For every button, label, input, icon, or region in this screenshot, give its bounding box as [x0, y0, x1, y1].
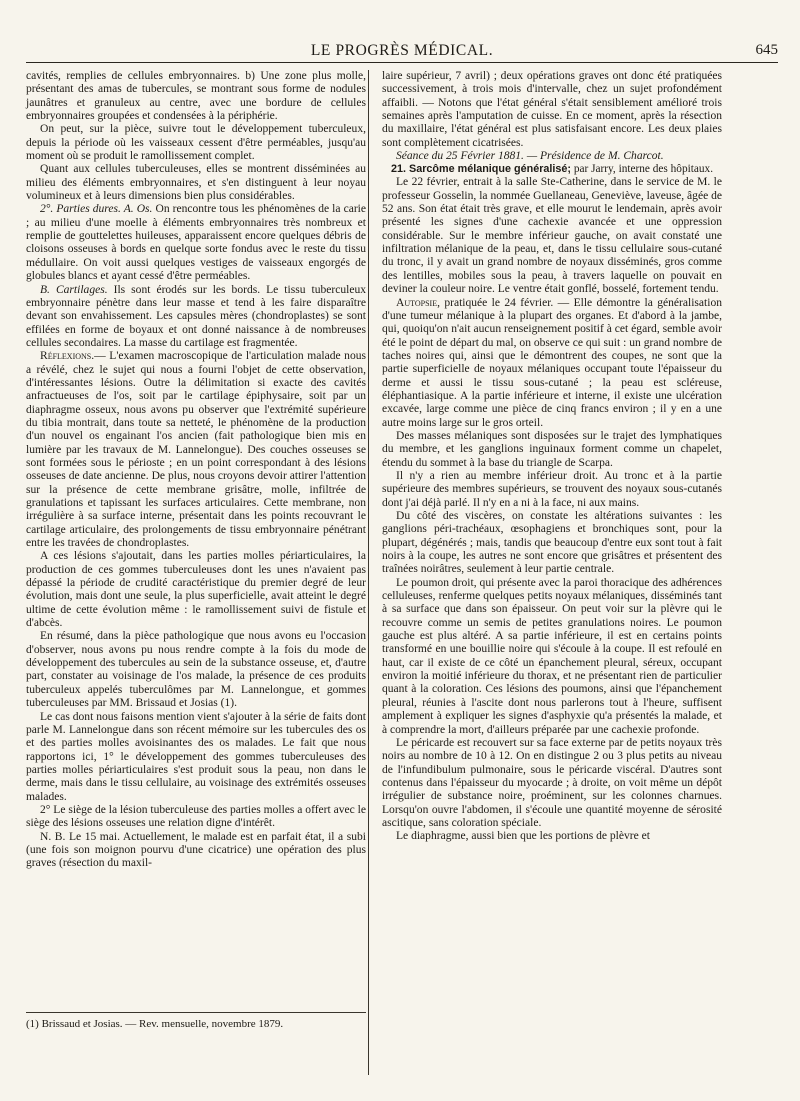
footnote-rule — [26, 1012, 366, 1013]
paragraph: Le cas dont nous faisons mention vient s'ajouter à la série de faits dont parle M. Lannelongue dans son récent mémoire sur les tubercules des os et des parties molles avoisinantes des os malades. Le fait que nous rapportons ici, 1° le développement des gommes tuberculeuses des parties molles périarticulaires s'est produit sous la peau, non dans le derme, mais dans le tissu cellulaire, au voisinage des extrémités osseuses malades. — [26, 710, 366, 803]
observation-author: par Jarry, interne des hôpitaux. — [571, 163, 714, 176]
paragraph: En résumé, dans la pièce pathologique que nous avons eu l'occasion d'observer, nous avons pu nous rendre compte à la fois du mode de développement des tubercules au sein de la substance osseuse, et, d'autre part, constater au voisinage de l'os malade, la présence de ces produits tuberculeux appelés tuberculômes par M. Lannelongue, et gommes tuberculeuses par MM. Brissaud et Josias (1). — [26, 630, 366, 710]
footnote: (1) Brissaud et Josias. — Rev. mensuelle, novembre 1879. — [26, 1018, 284, 1030]
session-heading — [382, 150, 722, 163]
observation-title-bold: 21. Sarcôme mélanique généralisé; — [390, 163, 572, 176]
running-title: LE PROGRÈS MÉDICAL. — [310, 42, 494, 59]
column-divider — [368, 70, 369, 1075]
paragraph-text: Ils sont érodés sur les bords. Le tissu tuberculeux embryonnaire pénètre dans leur masse et tend à les faire disparaître devant son envahissement. Les capsules mères (chondroplastes) se sont effilées en forme de boyaux et ont donné naissance à de nombreuses cellules secondaires. La masse du cartilage est fragmentée. — [26, 283, 366, 349]
section-lead: B. Cartilages. — [40, 283, 108, 296]
observation-title — [382, 163, 722, 176]
section-lead: Réflexions. — [40, 350, 95, 363]
paragraph: Des masses mélaniques sont disposées sur le trajet des lymphatiques du membre, et les ganglions inguinaux forment comme un chapelet, étendu du sommet à la base du triangle de Scarpa. — [382, 429, 722, 469]
paragraph: Il n'y a rien au membre inférieur droit. Au tronc et à la partie supérieure des membres supérieurs, se trouvent des noyaux sous-cutanés dont j'ai déjà parlé. Il n'y en a ni à la face, ni aux mains. — [382, 469, 722, 509]
paragraph — [382, 297, 722, 430]
paragraph — [26, 350, 366, 550]
paragraph: Le péricarde est recouvert sur sa face externe par de petits noyaux très noirs au nombre de 10 à 12. On en distingue 2 ou 3 plus petits au niveau de l'infundibulum pulmonaire, sous le péricarde viscéral. D'autres sont contenus dans l'épaisseur du myocarde ; à droite, on voit même un dépôt irrégulier de substance noire, proéminent, sur les colonnes charnues. Lorsqu'on ouvre l'abdomen, il s'écoule une quantité moyenne de sérosité ascitique, sans coloration spéciale. — [382, 736, 722, 829]
paragraph-text: pratiquée le 24 février. — Elle démontre la généralisation d'une tumeur mélanique à la plupart des organes. Et d'abord à la jambe, qui, quoiqu'on n'ait aucun renseignement positif à cet égard, semble avoir été le point de départ du mal, on observe ce qui suit : un grand nombre de taches noires qui, ainsi que le démontrent des coupes, ne sont que la partie superficielle de noyaux mélaniques occupant toute l'épaisseur du derme et aussi le tissu sous-cutané ; la peau est scléreuse, éléphantiasique. A la partie inférieure et interne, il existe une ulcération excavée, large comme une pièce de cinq francs environ ; il y en a une autre moins large sur le gros orteil. — [382, 296, 722, 429]
paragraph: Le 22 février, entrait à la salle Ste-Catherine, dans le service de M. le professeur Gosselin, la nommée Guellaneau, Geneviève, laveuse, âgée de 52 ans. Son état était très grave, et elle mourut le lendemain, après avoir présenté les signes d'une cachexie avancée et une oppression considérable. Sur le membre inférieur gauche, on avait constaté une infiltration mélanique de la peau, et, dans le tissu cellulaire sous-cutané du tronc, il y avait un grand nombre de noyaux disséminés, gros comme des lentilles, mobiles sous la peau, à travers laquelle on pouvait en deviner la couleur noire. Le ventre était gonflé, bosselé, fortement tendu. — [382, 176, 722, 296]
paragraph — [26, 284, 366, 351]
paragraph: Le poumon droit, qui présente avec la paroi thoracique des adhérences celluleuses, renferme quelques petits noyaux mélaniques, disséminés tant à sa surface que dans son épaisseur. On peut voir sur la plèvre qui le recouvre comme un semis de petites granulations noires. Le poumon gauche est plus altéré. A sa partie inférieure, il est en certains points transformé en une bouillie noire qui s'écoule à la coupe. Il est refoulé en haut, car il existe de ce côté un épanchement pleural, séreux, occupant environ la moitié inférieure du thorax, et ne présentant rien de particulier quant à la coloration. Ces lésions des poumons, ainsi que l'épanchement pleural, réunies à l'ascite dont nous parlerons tout à l'heure, suffisent amplement à expliquer les signes d'asphyxie qu'a présentés la malade, et à comprendre la mort, d'ailleurs préparée par une cachexie profonde. — [382, 576, 722, 736]
paragraph: A ces lésions s'ajoutait, dans les parties molles périarticulaires, la production de ces gommes tuberculeuses dont les unes n'avaient pas dépassé la période de crudité caractéristique du premier degré de leur évolution, mais dont une seule, la plus superficielle, avait atteint le degré ultime de cette évolution même : le ramollissement suivi de fistule et d'abcès. — [26, 550, 366, 630]
page-header — [26, 40, 778, 63]
paragraph: laire supérieur, 7 avril) ; deux opérations graves ont donc été pratiquées successivement, à trois mois d'intervalle, chez un sujet profondément affaibli. — Notons que l'état général s'était sensiblement amélioré trois semaines après l'amputation de cuisse. En ce moment, après la résection du maxillaire, l'état général est plus satisfaisant encore. Les deux plaies sont complètement cicatrisées. — [382, 70, 722, 149]
paragraph: N. B. Le 15 mai. Actuellement, le malade est en parfait état, il a subi (une fois son moignon pourvu d'une cicatrice) une opération des plus graves (résection du maxil- — [26, 830, 366, 870]
paragraph: On peut, sur la pièce, suivre tout le développement tuberculeux, depuis la période où les vaisseaux cessent d'être perméables, jusqu'au moment où se produit le ramollissement complet. — [26, 123, 366, 163]
paragraph: cavités, remplies de cellules embryonnaires. b) Une zone plus molle, présentant des amas de tubercules, se montrant sous forme de nodules jaunâtres et granuleux au centre, avec une bordure de cellules embryonnaires groupées et condensées à la périphérie. — [26, 70, 366, 123]
left-column — [26, 70, 366, 871]
paragraph: Du côté des viscères, on constate les altérations suivantes : les ganglions péri-trachéaux, œsophagiens et bronchiques sont, pour la plupart, dégénérés ; mais, tandis que beaucoup d'entre eux sont tout à fait noirs à la coupe, les autres ne sont encore que grisâtres et présentent des traînées noirâtres, seulement à leur partie centrale. — [382, 510, 722, 576]
page-number: 645 — [755, 42, 778, 58]
right-column — [382, 70, 722, 844]
paragraph: Quant aux cellules tuberculeuses, elles se montrent disséminées au milieu des éléments embryonnaires, et s'en distinguent à leur noyau volumineux et à leurs dimensions bien plus considérables. — [26, 163, 366, 203]
paragraph: 2° Le siège de la lésion tuberculeuse des parties molles a offert avec le siège des lésions osseuses une relation digne d'intérêt. — [26, 803, 366, 830]
paragraph: Le diaphragme, aussi bien que les portions de plèvre et — [396, 830, 650, 843]
paragraph-text: — L'examen macroscopique de l'articulation malade nous a révélé, chez le sujet qui nous a fourni l'objet de cette observation, d'intéressantes lésions. Outre la délimitation si exacte des cavités anfractueuses de l'os, soit par le cartilage épiphysaire, soit par un diaphragme osseux, nous avons pu observer que l'extrémité supérieure du tibia montrait, dans toute sa netteté, le phénomène de la production d'un nouvel os engainant l'os ancien (fait pathologique bien mis en lumière par les travaux de M. Lannelongue). Des couches osseuses se sont formées sous le périoste ; en un point correspondant à des lésions osseuses de date ancienne. De plus, nous croyons devoir attirer l'attention sur la présence de cette membrane grisâtre, molle, infiltrée de granulations et tapissant les surfaces articulaires. Cette membrane, non irrégulière à sa surface interne, présentait dans les points recouvrant le cartilage articulaire, des prolongements de tissu embryonnaire pénétrant entre les travées de chondroplastes. — [26, 350, 366, 550]
section-lead: Autopsie, — [396, 296, 440, 309]
section-lead: 2°. Parties dures. A. Os. — [40, 203, 153, 216]
paragraph-text: On rencontre tous les phénomènes de la carie ; au milieu d'une moelle à éléments embryonnaires très nombreux et remplie de gouttelettes huileuses, apparaissent encore quelques débris de cloisons osseuses à bords en quelque sorte fondus avec le reste du tissu médullaire. On voit aussi quelques vestiges de vaisseaux engorgés de globules blancs et ayant cessé d'être perméables. — [26, 203, 366, 283]
session-text: Séance du 25 Février 1881. — Présidence de M. Charcot. — [396, 150, 664, 163]
paragraph — [26, 203, 366, 283]
